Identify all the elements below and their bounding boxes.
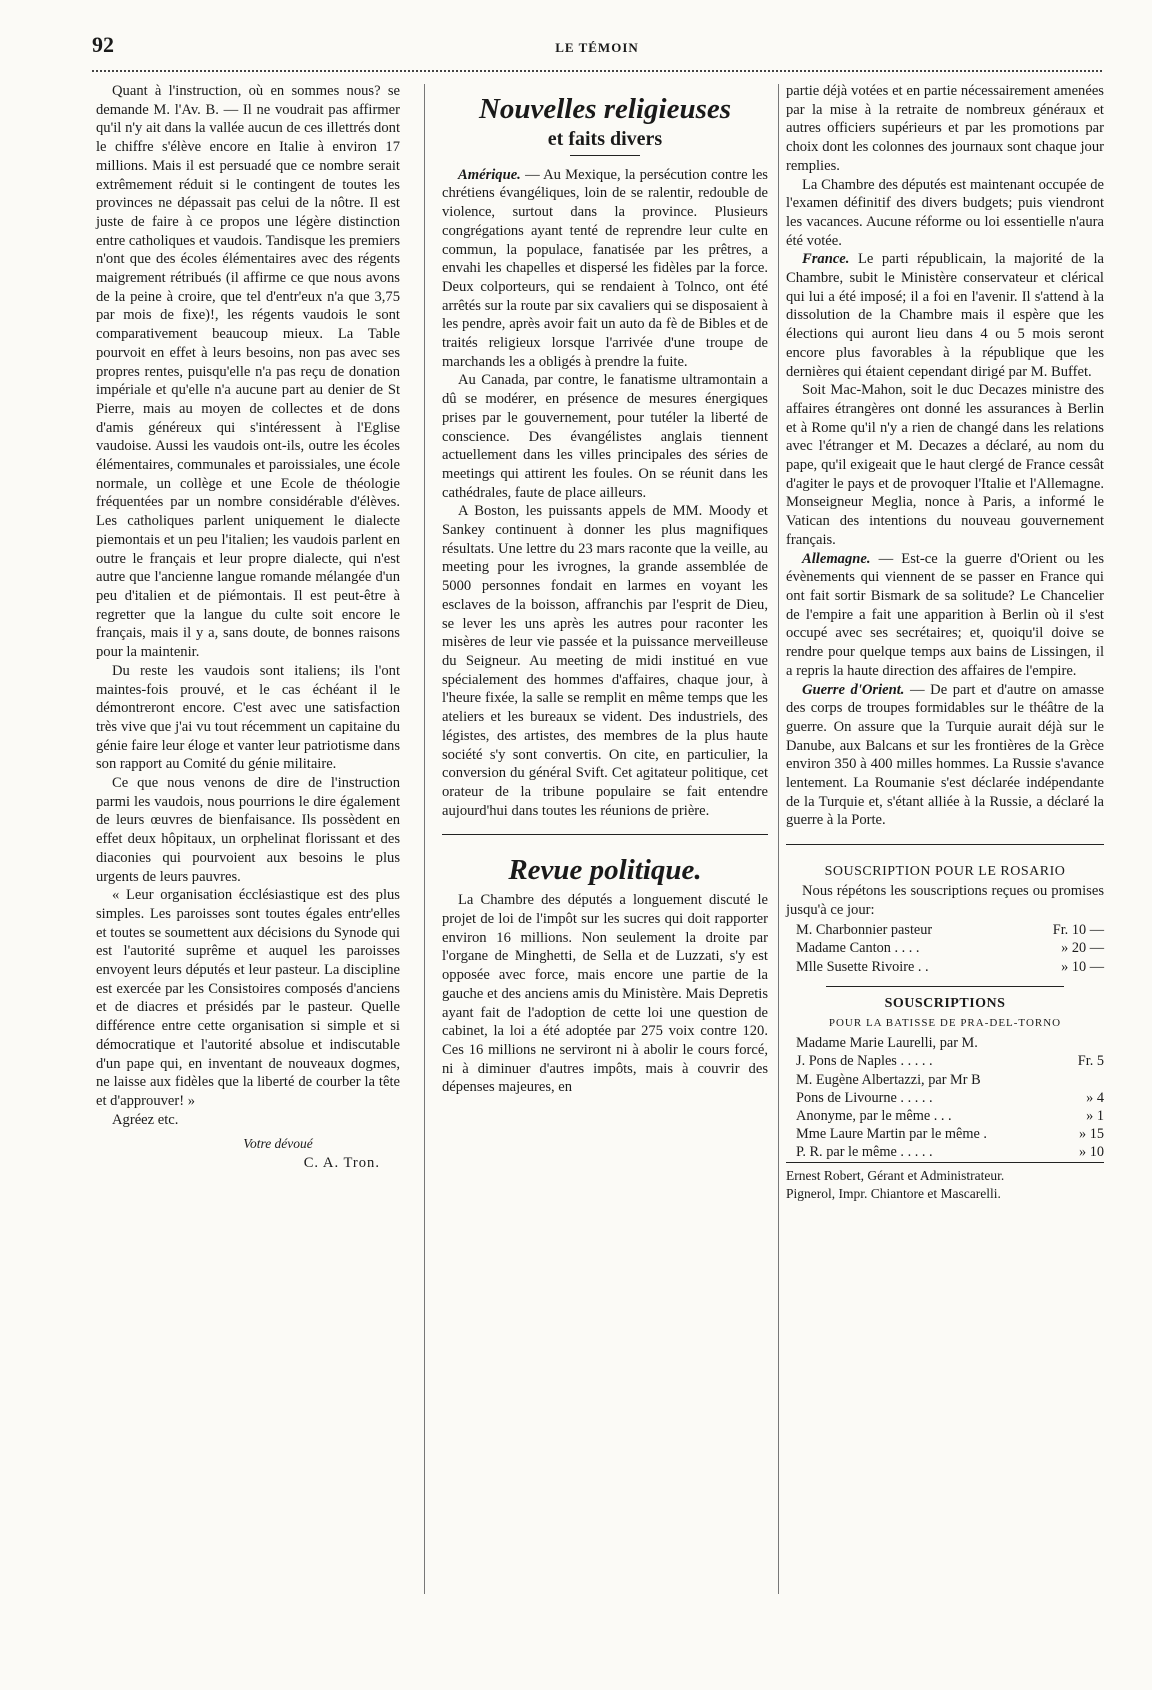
- list-item: [796, 1034, 1104, 1052]
- section-title-news: Nouvelles religieuses: [478, 93, 732, 125]
- section-rule: [786, 844, 1104, 845]
- column-divider: [778, 84, 779, 1594]
- amount: » 10 —: [1061, 958, 1104, 975]
- article-paragraph: Ce que nous venons de dire de l'instruction parmi les vaudois, nous pourrions le dire également de leurs œuvres de bienfaisance. Ils possèdent en effet deux hôpitaux, un orphelinat florissant et des diaconies qui pourvoient aux besoins le plus urgents de leurs pauvres.: [96, 775, 400, 885]
- article-paragraph: Quant à l'instruction, où en sommes nous? se demande M. l'Av. B. — Il ne voudrait pas affirmer qu'il n'y ait dans la vallée aucun de ces illettrés dont le chiffre s'élève encore en Italie à environ 17 millions. Mais il est persuadé que ce nombre serait extrêmement réduit si le contingent de toutes les provinces ne dépassait pas celui de la nôtre. Il est juste de faire à ce propos une légère distinction entre catholiques et vaudois. Tandisque les premiers n'ont que des écoles élémentaires avec des régents maigrement rétribués (il affirme ce que nous avons de la peine à croire, que tel d'entr'eux n'a que 3,75 par mois de fixe)!, les régents vaudois le sont comparativement beaucoup mieux. La Table pourvoit en effet à leurs besoins, non pas avec ses propres rentes, puisqu'elle n'a pas reçu de donation impériale et qu'elle n'a aucune part au denier de St Pierre, mais au moyen de collectes et de dons d'amis généreux qui s'intéressent à l'Eglise vaudoise. Aussi les vaudois ont-ils, outre les écoles élémentaires, communales et paroissiales, une école normale, un collège et une Ecole de théologie fréquentées par un nombre considérable d'élèves. Les catholiques parlent uniquement le dialecte piemontais et un peu l'italien; les vaudois parlent en outre le français et leur propre dialecte, qui n'est autre que l'ancienne langue romande mélangée d'un peu d'italien et de piémontais. Il est peut-être à regretter que la langue du culte soit encore le français, mais il y a, sans doute, de bonnes raisons pour la maintenir.: [96, 83, 400, 661]
- column-left: [96, 82, 400, 1173]
- section-rule: [442, 834, 768, 835]
- signature-role: Votre dévoué: [243, 1136, 313, 1152]
- list-item: [796, 921, 1104, 939]
- news-text: — Est-ce la guerre d'Orient ou les évènements qui viennent de se passer en France qui ont fait sortir Bismark de sa solitude? Le Chancelier de l'empire a fait une apparition à Berlin où il s'est occupé avec ses secrétaires; et, quoiqu'il doive se rendre pour quelque temps aux bains de Lissingen, il a repris la haute direction des affaires de l'empire.: [786, 550, 1104, 679]
- section-subtitle: et faits divers: [547, 128, 663, 150]
- article-paragraph: Agréez etc.: [112, 1111, 179, 1128]
- amount: [1096, 1071, 1104, 1089]
- article-paragraph: Du reste les vaudois sont italiens; ils l'ont maintes-fois prouvé, et le cas échéant il le démontreront encore. C'est avec une satisfaction très vive que j'ai vu tout récemment un capitaine du génie faire leur éloge et vanter leur patriotisme dans son rapport au Comité du génie militaire.: [96, 662, 400, 773]
- news-item: Soit Mac-Mahon, soit le duc Decazes ministre des affaires étrangères ont donné les assurances à Berlin et à Rome qu'il n'y a rien de changé dans les relations avec l'étranger et M. Decazes a déclaré, au nom du pape, qu'il exigeait que le haut clergé de France cessât d'agiter le pays et de provoquer l'Italie et l'Allemagne. Monseigneur Meglia, nonce à Paris, a informé le Vatican des intentions du nouveau gouvernement français.: [786, 382, 1104, 548]
- donor: J. Pons de Naples . . . . .: [796, 1053, 933, 1070]
- page-header: [92, 30, 1102, 70]
- donor: Madame Canton . . . .: [796, 940, 920, 957]
- short-rule: [570, 155, 640, 156]
- header-rule: [92, 70, 1102, 76]
- subscription-list: [796, 1034, 1104, 1161]
- news-text: — De part et d'autre on amasse des corps de troupes formidables sur le théâtre de la guerre. On assure que la Turquie aurait déjà sur le Danube, aux Balcans et sur les frontières de la Grèce environ 350 à 400 milles hommes. La Russie s'avance lentement. La Roumanie s'est déclarée indépendante de la Turquie et, s'étant alliée à la Russie, a déclaré la guerre à la Porte.: [786, 681, 1104, 829]
- section-rule: [826, 986, 1064, 987]
- subscription-title: SOUSCRIPTION POUR LE ROSARIO: [824, 864, 1066, 880]
- amount: » 4: [1086, 1089, 1104, 1106]
- amount: » 20 —: [1061, 940, 1104, 957]
- section-title-politics: Revue politique.: [508, 854, 702, 887]
- column-divider: [424, 84, 425, 1594]
- donor: Mlle Susette Rivoire . .: [796, 958, 929, 975]
- news-lead: Allemagne.: [802, 550, 871, 567]
- manager-line: Ernest Robert, Gérant et Administrateur.: [786, 1162, 1104, 1186]
- page-number: 92: [92, 32, 114, 57]
- news-item: La Chambre des députés est maintenant occupée de l'examen définitif des divers budgets; puis viendront les vacances. Aucune réforme ou loi essentielle n'aura été votée.: [786, 176, 1104, 249]
- subscription-subtitle: POUR LA BATISSE DE PRA-DEL-TORNO: [828, 1016, 1062, 1029]
- list-item: [796, 1143, 1104, 1161]
- amount: » 1: [1086, 1108, 1104, 1125]
- amount: Fr. 5: [1077, 1053, 1104, 1070]
- news-lead: France.: [802, 251, 850, 268]
- news-item: La Chambre des députés a longuement discuté le projet de loi de l'impôt sur les sucres qui doit rapporter environ 16 millions. Non seulement la droite par l'organe de Minghetti, de Sella et de Luzzati, s'y est opposée avec force, mais encore une partie de la gauche et des anciens amis du Ministère. Mais Depretis ayant fait de l'adoption de cette loi une question de cabinet, la loi a été adoptée par 275 voix contre 120. Ces 16 millions ne serviront ni à abolir le cours forcé, ni à diminuer d'autres impôts, mais à couvrir des dépenses majeures, en: [442, 892, 768, 1096]
- news-lead: Guerre d'Orient.: [802, 681, 905, 698]
- news-item: partie déjà votées et en partie nécessairement amenées par la mise à la retraite de nombreux généraux et autres officiers supérieurs et par les promotions par choix dont les colonnes des journaux sont chaque jour remplies.: [786, 83, 1104, 174]
- news-item: A Boston, les puissants appels de MM. Moody et Sankey continuent à donner les plus magnifiques résultats. Une lettre du 23 mars raconte que la veille, au meeting pour les ivrognes, la grande assemblée de 5000 personnes fondait en larmes en voyant les esclaves de la boisson, affranchis par l'esprit de Dieu, se lever les uns après les autres pour raconter les misères de leur vie passée et la puissance merveilleuse du Seigneur. Au meeting de midi institué en vue spécialement des hommes d'affaires, chaque jour, à l'heure fixée, la salle se remplit en même temps que les ateliers et les bureaux se vident. Des industriels, des légistes, des artistes, des membres de la plus haute société s'y sont convertis. On cite, en particulier, la conversion du général Svift. Cet agitateur politique, cet orateur de la tribune populaire se fait entendre aujourd'hui dans toutes les réunions de prière.: [442, 503, 768, 819]
- donor: M. Charbonnier pasteur: [796, 922, 933, 939]
- subscription-title: SOUSCRIPTIONS: [884, 995, 1006, 1011]
- news-item: [786, 250, 1104, 381]
- news-item: [786, 550, 1104, 681]
- donor: P. R. par le même . . . . .: [796, 1144, 933, 1161]
- article-paragraph: « Leur organisation écclésiastique est des plus simples. Les paroisses sont toutes égales entr'elles et toutes se soumettent aux décisions du Synode qui est l'autorité suprême et auquel les paroisses envoyent leurs députés et leur pasteur. La discipline est exercée par les Consistoires composés d'anciens et de diacres et présidés par le pasteur. Quelle différence entre cette organisation si simple et si démocratique et l'autorité absolue et indiscutable d'un pape qui, en inventant de nouveaux dogmes, ne laisse aux fidèles que la liberté de courber la tête et d'approuver! »: [96, 887, 400, 1109]
- list-item: [796, 958, 1104, 976]
- news-item: [786, 681, 1104, 831]
- list-item: [796, 1071, 1104, 1089]
- news-lead: Amérique.: [458, 166, 521, 183]
- signature-name: C. A. Tron.: [303, 1155, 380, 1172]
- amount: » 15: [1078, 1126, 1104, 1143]
- list-item: [796, 1125, 1104, 1143]
- amount: Fr. 10 —: [1052, 922, 1104, 939]
- news-item: Au Canada, par contre, le fanatisme ultramontain a dû se modérer, en présence de mesures énergiques prises par le gouvernement, pour tutéler la liberté de conscience. Des évangélistes anglais tiennent actuellement dans les villes principales des séries de meetings qui attirent les foules. On se réunit dans les cathédrales, faute de place ailleurs.: [442, 372, 768, 501]
- news-text: Le parti républicain, la majorité de la Chambre, subit le Ministère conservateur et clérical qui lui a été imposé; il a foi en l'avenir. Il s'attend à la dissolution de la Chambre mais il espère que les élections qui auront lieu dans 4 ou 5 mois seront encore plus favorables à la république que les dernières qui étaient cependant dirigé par M. Buffet.: [786, 251, 1104, 380]
- news-item: [442, 166, 768, 372]
- donor: Madame Marie Laurelli, par M.: [796, 1035, 978, 1052]
- masthead: LE TÉMOIN: [555, 40, 639, 55]
- donor: Pons de Livourne . . . . .: [796, 1089, 933, 1106]
- donor: Mme Laure Martin par le même .: [796, 1126, 987, 1143]
- column-middle: [442, 82, 768, 1097]
- list-item: [796, 1089, 1104, 1107]
- news-text: — Au Mexique, la persécution contre les chrétiens évangéliques, loin de se ralentir, redouble de violence, surtout dans la province. Plusieurs congrégations ayant tenté de reprendre leur culte en commun, la populace, fanatisée par les prêtres, a envahi les chapelles et dispersé les fidèles par la force. Deux colporteurs, qui se rendaient à Tolnco, ont été arrêtés sur la route par six cavaliers qui se disposaient à les pendre, après avoir fait un auto da fè de Bibles et de traités religieux lorsque l'arrivée d'une troupe de marchands les a obligés à prendre la fuite.: [442, 166, 768, 370]
- list-item: [796, 939, 1104, 957]
- list-item: [796, 1107, 1104, 1125]
- list-item: [796, 1052, 1104, 1070]
- subscription-intro: Nous répétons les souscriptions reçues ou promises jusqu'à ce jour:: [786, 882, 1104, 918]
- subscription-list: [796, 921, 1104, 976]
- donor: M. Eugène Albertazzi, par Mr B: [796, 1071, 981, 1088]
- printer-line: Pignerol, Impr. Chiantore et Mascarelli.: [786, 1186, 1001, 1202]
- signature: [96, 1135, 400, 1172]
- column-right: [786, 82, 1104, 1204]
- donor: Anonyme, par le même . . .: [796, 1108, 952, 1125]
- amount: » 10: [1078, 1144, 1104, 1161]
- amount: [1096, 1034, 1104, 1052]
